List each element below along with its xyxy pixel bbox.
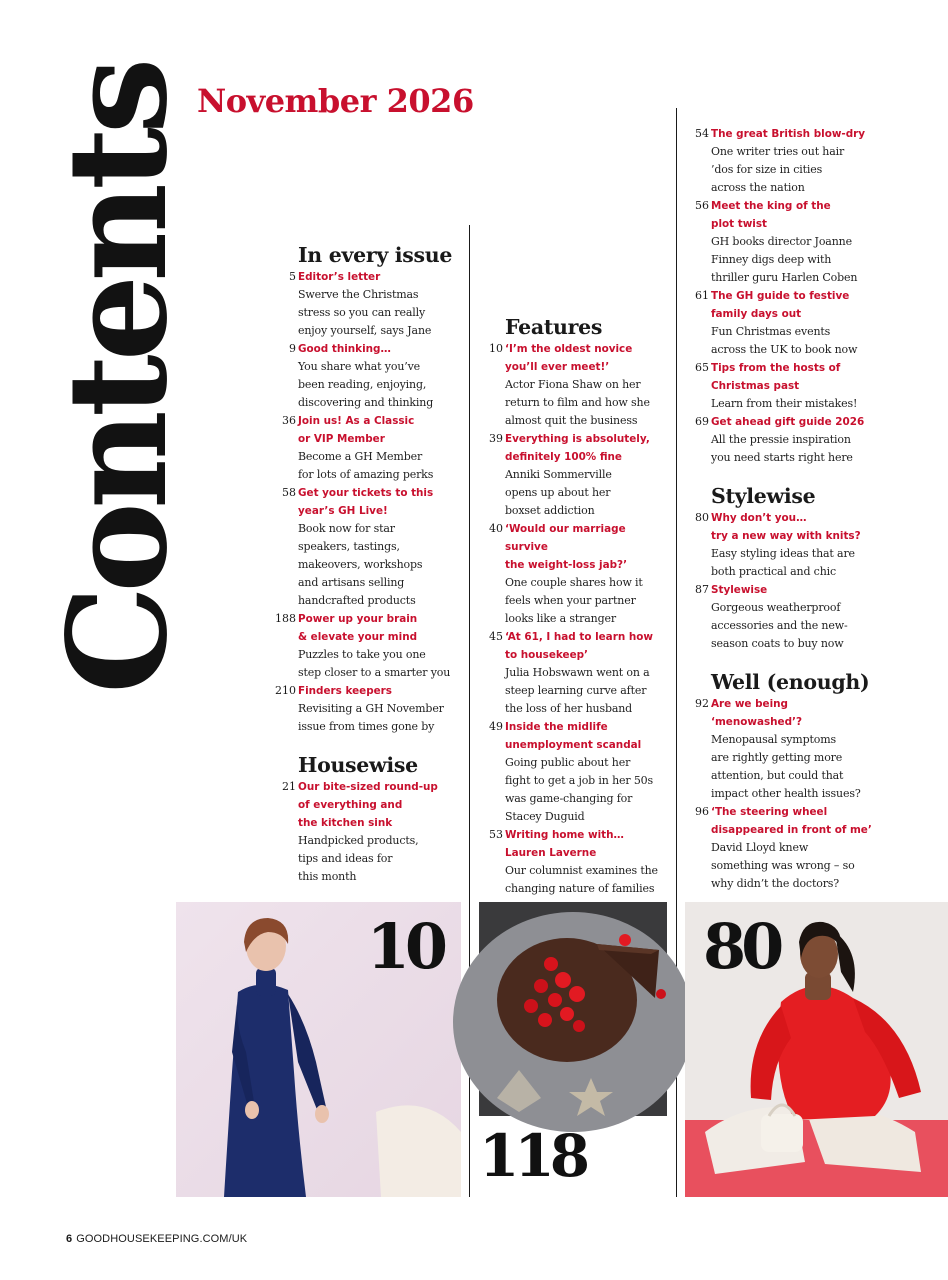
entry-description: Actor Fiona Shaw on her return to film and how she almost quit the business bbox=[505, 378, 650, 427]
entry-description: One writer tries out hair ’dos for size in cities across the nation bbox=[711, 145, 845, 194]
entry-page-number: 36 bbox=[282, 414, 296, 427]
issue-date: November 2026 bbox=[197, 82, 474, 120]
page-number-label: 118 bbox=[479, 1122, 586, 1190]
chocolate-cake-with-cherries-photo[interactable] bbox=[479, 902, 667, 1116]
contents-entry[interactable] bbox=[685, 125, 885, 197]
entry-page-number: 10 bbox=[489, 342, 503, 355]
contents-entry[interactable] bbox=[479, 340, 671, 430]
column-in-every-issue bbox=[272, 242, 464, 886]
contents-entry[interactable] bbox=[685, 803, 885, 893]
entry-page-number: 58 bbox=[282, 486, 296, 499]
entry-title[interactable]: Are we being ‘menowashed’? bbox=[711, 698, 803, 728]
contents-entry[interactable] bbox=[479, 718, 671, 826]
entry-title[interactable]: Power up your brain & elevate your mind bbox=[298, 613, 418, 643]
section-heading: Stylewise bbox=[711, 484, 816, 508]
contents-entry[interactable] bbox=[272, 268, 464, 340]
entry-page-number: 210 bbox=[275, 684, 296, 697]
contents-entry[interactable] bbox=[272, 340, 464, 412]
contents-entry[interactable] bbox=[685, 581, 885, 653]
entry-page-number: 92 bbox=[695, 697, 709, 710]
contents-entry[interactable] bbox=[272, 412, 464, 484]
entry-page-number: 9 bbox=[289, 342, 296, 355]
entry-description: One couple shares how it feels when your partner looks like a stranger bbox=[505, 576, 643, 625]
entry-description: Book now for star speakers, tastings, makeovers, workshops and artisans selling handcrafted products bbox=[298, 522, 423, 607]
contents-title bbox=[38, 64, 198, 694]
entry-title[interactable]: Why don’t you… try a new way with knits? bbox=[711, 512, 861, 542]
entry-title[interactable]: The GH guide to festive family days out bbox=[711, 290, 850, 320]
woman-in-red-jacket-photo[interactable] bbox=[685, 902, 948, 1197]
footer-page-number: 6 bbox=[66, 1233, 73, 1245]
entry-title[interactable]: Everything is absolutely, definitely 100% fine bbox=[505, 433, 650, 463]
entry-description: David Lloyd knew something was wrong – so why didn’t the doctors? bbox=[711, 841, 855, 890]
page-number-label: 80 bbox=[703, 910, 780, 983]
entry-title[interactable]: Our bite-sized round-up of everything and the kitchen sink bbox=[298, 781, 438, 829]
entry-description: Anniki Sommerville opens up about her boxset addiction bbox=[505, 468, 612, 517]
entry-description: Julia Hobswawn went on a steep learning curve after the loss of her husband bbox=[505, 666, 650, 715]
entry-page-number: 40 bbox=[489, 522, 503, 535]
entry-page-number: 5 bbox=[289, 270, 296, 283]
entry-title[interactable]: ‘The steering wheel disappeared in front of me’ bbox=[711, 806, 872, 836]
entry-description: Become a GH Member for lots of amazing perks bbox=[298, 450, 434, 481]
page-footer bbox=[66, 1233, 247, 1245]
contents-entry[interactable] bbox=[479, 826, 671, 898]
entry-page-number: 65 bbox=[695, 361, 709, 374]
entry-page-number: 188 bbox=[275, 612, 296, 625]
entry-title[interactable]: ‘I’m the oldest novice you’ll ever meet!’ bbox=[505, 343, 633, 373]
contents-entry[interactable] bbox=[479, 628, 671, 718]
column-features bbox=[479, 314, 671, 898]
contents-entry[interactable] bbox=[685, 413, 885, 467]
entry-title[interactable]: Stylewise bbox=[711, 584, 768, 596]
contents-entry[interactable] bbox=[272, 682, 464, 736]
entry-description: Menopausal symptoms are rightly getting more attention, but could that impact other health issues? bbox=[711, 733, 861, 800]
entry-description: Easy styling ideas that are both practical and chic bbox=[711, 547, 855, 578]
entry-title[interactable]: Join us! As a Classic or VIP Member bbox=[298, 415, 415, 445]
entry-description: Fun Christmas events across the UK to book now bbox=[711, 325, 858, 356]
entry-title[interactable]: The great British blow-dry bbox=[711, 128, 866, 140]
entry-description: You share what you’ve been reading, enjoying, discovering and thinking bbox=[298, 360, 434, 409]
entry-title[interactable]: ‘Would our marriage survive the weight-loss jab?’ bbox=[505, 523, 628, 571]
chocolate-cake-illustration bbox=[479, 902, 667, 1116]
entry-title[interactable]: Writing home with… Lauren Laverne bbox=[505, 829, 624, 859]
column-more-features bbox=[685, 125, 885, 893]
entry-title[interactable]: Get your tickets to this year’s GH Live! bbox=[298, 487, 434, 517]
contents-entry[interactable] bbox=[272, 484, 464, 610]
entry-page-number: 49 bbox=[489, 720, 503, 733]
entry-page-number: 21 bbox=[282, 780, 296, 793]
entry-description: Our columnist examines the changing nature of families bbox=[505, 864, 658, 895]
contents-entry[interactable] bbox=[685, 287, 885, 359]
section-heading: Well (enough) bbox=[711, 670, 870, 694]
contents-entry[interactable] bbox=[685, 197, 885, 287]
entry-description: Handpicked products, tips and ideas for this month bbox=[298, 834, 419, 883]
contents-entry[interactable] bbox=[479, 430, 671, 520]
entry-description: Swerve the Christmas stress so you can really enjoy yourself, says Jane bbox=[298, 288, 432, 337]
entry-description: Going public about her fight to get a job in her 50s was game-changing for Stacey Duguid bbox=[505, 756, 654, 823]
entry-title[interactable]: Finders keepers bbox=[298, 685, 392, 697]
entry-description: Revisiting a GH November issue from times gone by bbox=[298, 702, 444, 733]
entry-page-number: 56 bbox=[695, 199, 709, 212]
entry-page-number: 54 bbox=[695, 127, 709, 140]
entry-page-number: 87 bbox=[695, 583, 709, 596]
entry-page-number: 61 bbox=[695, 289, 709, 302]
entry-title[interactable]: Meet the king of the plot twist bbox=[711, 200, 831, 230]
entry-page-number: 80 bbox=[695, 511, 709, 524]
entry-description: Learn from their mistakes! bbox=[711, 397, 858, 410]
entry-description: Gorgeous weatherproof accessories and the new- season coats to buy now bbox=[711, 601, 848, 650]
contents-entry[interactable] bbox=[479, 520, 671, 628]
section-heading: In every issue bbox=[298, 243, 453, 267]
entry-description: GH books director Joanne Finney digs deep with thriller guru Harlen Coben bbox=[711, 235, 858, 284]
contents-entry[interactable] bbox=[272, 778, 464, 886]
entry-page-number: 39 bbox=[489, 432, 503, 445]
section-heading: Features bbox=[505, 315, 603, 339]
entry-title[interactable]: Good thinking… bbox=[298, 343, 391, 355]
entry-page-number: 69 bbox=[695, 415, 709, 428]
contents-entry[interactable] bbox=[685, 695, 885, 803]
entry-description: All the pressie inspiration you need starts right here bbox=[711, 433, 853, 464]
entry-title[interactable]: ‘At 61, I had to learn how to housekeep’ bbox=[505, 631, 653, 661]
entry-title[interactable]: Inside the midlife unemployment scandal bbox=[505, 721, 642, 751]
entry-page-number: 53 bbox=[489, 828, 503, 841]
entry-title[interactable]: Editor’s letter bbox=[298, 271, 381, 283]
entry-description: Puzzles to take you one step closer to a smarter you bbox=[298, 648, 451, 679]
entry-title[interactable]: Get ahead gift guide 2026 bbox=[711, 416, 865, 428]
entry-page-number: 96 bbox=[695, 805, 709, 818]
entry-title[interactable]: Tips from the hosts of Christmas past bbox=[711, 362, 841, 392]
footer-site-url[interactable]: GOODHOUSEKEEPING.COM/UK bbox=[76, 1233, 248, 1245]
woman-in-navy-dress-photo[interactable] bbox=[176, 902, 461, 1197]
contents-title-text: Contents bbox=[38, 64, 198, 694]
section-heading: Housewise bbox=[298, 753, 418, 777]
contents-entry[interactable] bbox=[272, 610, 464, 682]
contents-entry[interactable] bbox=[685, 359, 885, 413]
contents-entry[interactable] bbox=[685, 509, 885, 581]
entry-page-number: 45 bbox=[489, 630, 503, 643]
page-number-label: 10 bbox=[366, 910, 443, 983]
